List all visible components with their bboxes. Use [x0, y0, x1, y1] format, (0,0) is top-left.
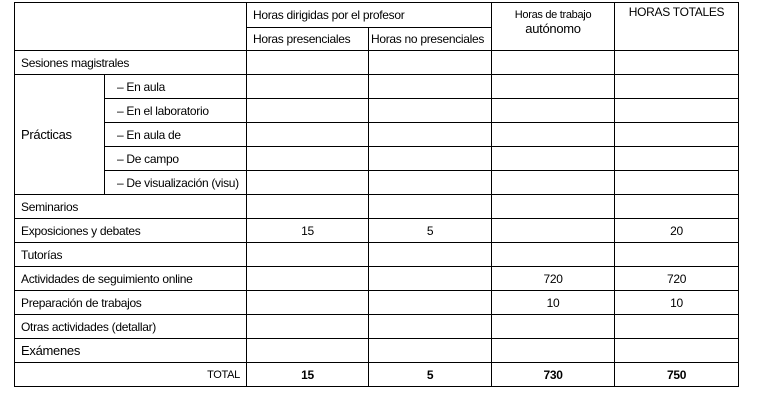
header-trabajo-line2: autónomo	[525, 21, 581, 36]
practicas-item: – En aula de	[105, 123, 247, 147]
cell-autonomo: 720	[492, 267, 615, 291]
cell-totales	[615, 123, 739, 147]
cell-presenciales	[247, 171, 369, 195]
cell-no-presenciales	[369, 195, 492, 219]
row-label: Sesiones magistrales	[15, 51, 247, 75]
cell-presenciales	[247, 267, 369, 291]
cell-totales: 10	[615, 291, 739, 315]
cell-totales	[615, 171, 739, 195]
table-row	[15, 147, 739, 171]
table-row	[15, 123, 739, 147]
cell-totales: 20	[615, 219, 739, 243]
cell-totales	[615, 51, 739, 75]
row-label: Seminarios	[15, 195, 247, 219]
row-label: Preparación de trabajos	[15, 291, 247, 315]
cell-no-presenciales	[369, 315, 492, 339]
cell-presenciales	[247, 291, 369, 315]
cell-no-presenciales	[369, 339, 492, 363]
cell-presenciales	[247, 147, 369, 171]
cell-totales	[615, 99, 739, 123]
total-presenciales: 15	[247, 363, 369, 387]
total-autonomo: 730	[492, 363, 615, 387]
cell-no-presenciales	[369, 147, 492, 171]
total-row	[15, 363, 739, 387]
header-trabajo-autonomo	[492, 3, 615, 51]
header-dirigidas: Horas dirigidas por el profesor	[247, 3, 492, 28]
cell-no-presenciales	[369, 243, 492, 267]
cell-no-presenciales	[369, 99, 492, 123]
header-no-presenciales: Horas no presenciales	[369, 28, 492, 51]
cell-no-presenciales	[369, 123, 492, 147]
cell-presenciales	[247, 243, 369, 267]
table-row	[15, 291, 739, 315]
table-row	[15, 315, 739, 339]
table-row	[15, 243, 739, 267]
cell-no-presenciales	[369, 171, 492, 195]
cell-autonomo	[492, 75, 615, 99]
cell-presenciales: 15	[247, 219, 369, 243]
header-totales: HORAS TOTALES	[615, 3, 739, 51]
practicas-label: Prácticas	[15, 75, 105, 195]
cell-autonomo	[492, 99, 615, 123]
header-presenciales: Horas presenciales	[247, 28, 369, 51]
cell-autonomo: 10	[492, 291, 615, 315]
cell-autonomo	[492, 123, 615, 147]
total-totales: 750	[615, 363, 739, 387]
row-label: Exposiciones y debates	[15, 219, 247, 243]
table-row	[15, 75, 739, 99]
cell-presenciales	[247, 195, 369, 219]
cell-presenciales	[247, 339, 369, 363]
cell-autonomo	[492, 171, 615, 195]
table-row	[15, 99, 739, 123]
table-row	[15, 171, 739, 195]
total-no-presenciales: 5	[369, 363, 492, 387]
practicas-item: – De visualización (visu)	[105, 171, 247, 195]
table-row	[15, 267, 739, 291]
cell-no-presenciales	[369, 267, 492, 291]
cell-totales	[615, 195, 739, 219]
cell-totales	[615, 315, 739, 339]
row-label: Exámenes	[15, 339, 247, 363]
cell-autonomo	[492, 315, 615, 339]
cell-totales	[615, 243, 739, 267]
row-label: Otras actividades (detallar)	[15, 315, 247, 339]
cell-autonomo	[492, 219, 615, 243]
table-row	[15, 339, 739, 363]
practicas-item: – De campo	[105, 147, 247, 171]
practicas-item: – En el laboratorio	[105, 99, 247, 123]
cell-presenciales	[247, 315, 369, 339]
cell-totales	[615, 147, 739, 171]
table-row	[15, 219, 739, 243]
cell-autonomo	[492, 195, 615, 219]
table-row	[15, 51, 739, 75]
cell-presenciales	[247, 99, 369, 123]
cell-autonomo	[492, 243, 615, 267]
row-label: Actividades de seguimiento online	[15, 267, 247, 291]
cell-autonomo	[492, 339, 615, 363]
cell-no-presenciales	[369, 291, 492, 315]
cell-presenciales	[247, 75, 369, 99]
cell-presenciales	[247, 51, 369, 75]
row-label: Tutorías	[15, 243, 247, 267]
cell-totales: 720	[615, 267, 739, 291]
cell-autonomo	[492, 147, 615, 171]
cell-autonomo	[492, 51, 615, 75]
table-row	[15, 195, 739, 219]
header-empty-cell	[15, 3, 247, 51]
header-trabajo-line1: Horas de trabajo	[514, 9, 592, 21]
cell-presenciales	[247, 123, 369, 147]
cell-totales	[615, 75, 739, 99]
cell-totales	[615, 339, 739, 363]
total-label: TOTAL	[15, 363, 247, 387]
cell-no-presenciales	[369, 75, 492, 99]
hours-table	[14, 2, 739, 387]
cell-no-presenciales: 5	[369, 219, 492, 243]
practicas-item: – En aula	[105, 75, 247, 99]
header-row-1	[15, 3, 739, 28]
cell-no-presenciales	[369, 51, 492, 75]
